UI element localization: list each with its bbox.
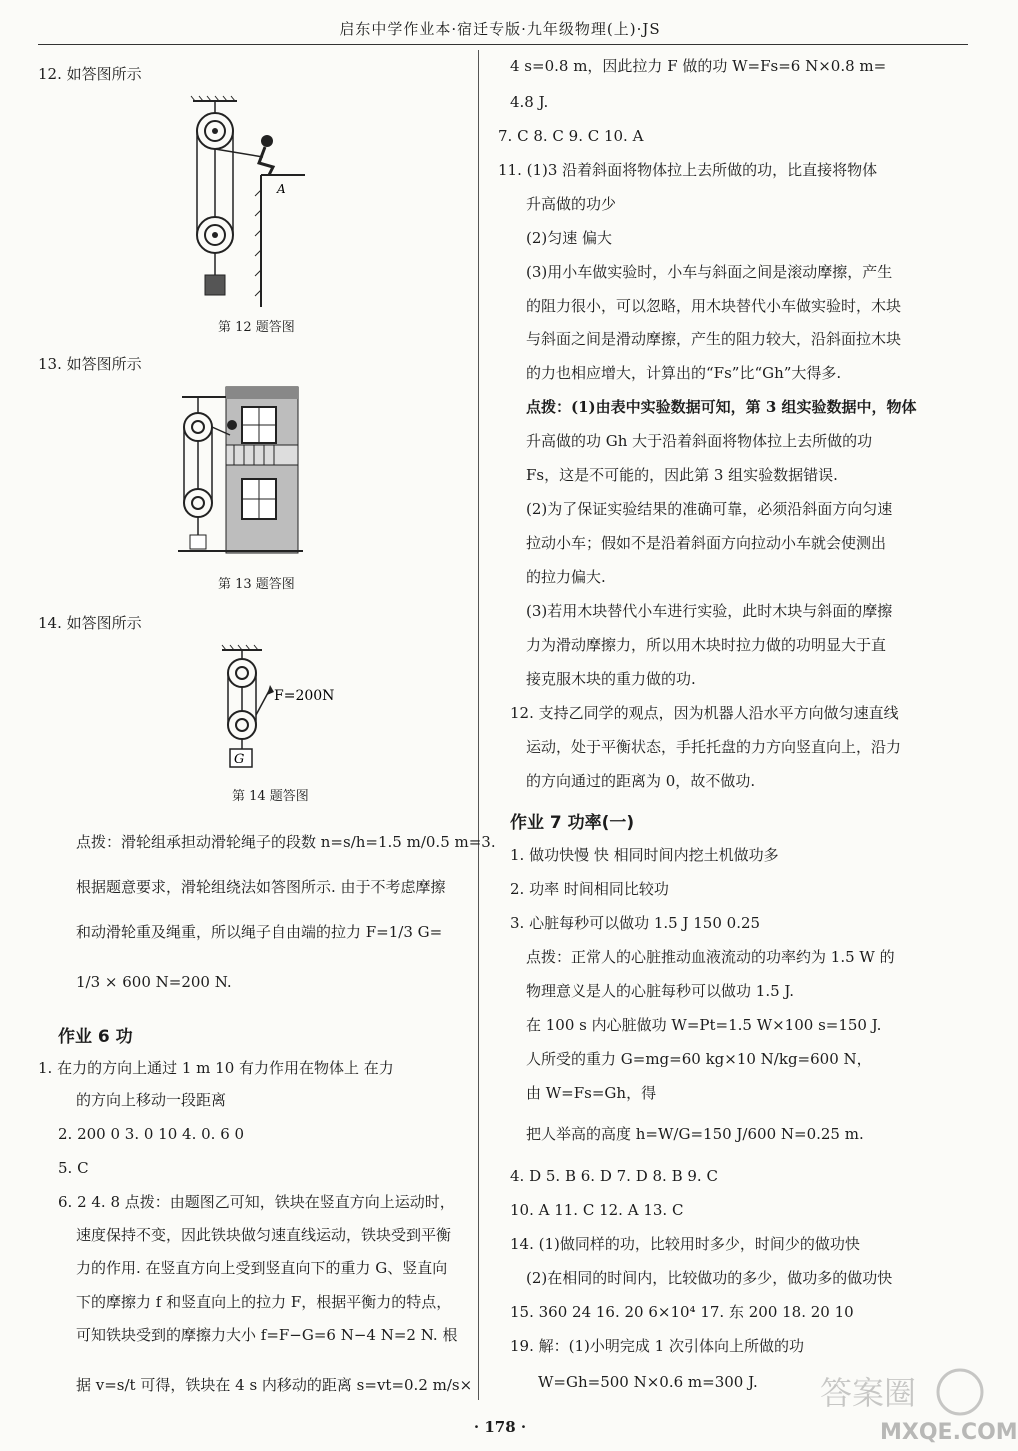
sec6-line: 2. 200 0 3. 0 10 4. 0. 6 0 — [58, 1125, 245, 1143]
sec7-line: 由 W=Fs=Gh，得 — [526, 1084, 657, 1102]
sec6-line: 的方向上移动一段距离 — [76, 1091, 227, 1109]
sec6-line: 下的摩擦力 f 和竖直向上的拉力 F，根据平衡力的特点， — [76, 1293, 452, 1311]
right-line: 4.8 J. — [510, 93, 549, 111]
right-line: 7. C 8. C 9. C 10. A — [498, 127, 644, 145]
right-line: 4 s=0.8 m，因此拉力 F 做的功 W=Fs=6 N×0.8 m= — [510, 57, 887, 75]
sec7-line: 点拨：正常人的心脏推动血液流动的功率约为 1.5 W 的 — [526, 948, 895, 966]
header-divider — [38, 44, 968, 45]
sec6-line: 力的作用. 在竖直方向上受到竖直向下的重力 G、竖直向 — [76, 1259, 448, 1277]
tip-line: 1/3 × 600 N=200 N. — [76, 973, 232, 991]
sec6-line: 1. 在力的方向上通过 1 m 10 有力作用在物体上 在力 — [38, 1059, 394, 1077]
sec7-line: 1. 做功快慢 快 相同时间内挖土机做功多 — [510, 846, 779, 864]
column-divider — [478, 50, 479, 1400]
right-line: (2)为了保证实验结果的准确可靠，必须沿斜面方向匀速 — [526, 500, 893, 518]
sec7-line: 在 100 s 内心脏做功 W=Pt=1.5 W×100 s=150 J. — [526, 1016, 882, 1034]
watermark-text: MXQE.COM — [880, 1420, 1018, 1445]
tip-line: 和动滑轮重及绳重，所以绳子自由端的拉力 F=1/3 G= — [76, 923, 443, 941]
right-line: (3)用小车做实验时，小车与斜面之间是滚动摩擦，产生 — [526, 263, 893, 281]
right-line: 11. (1)3 沿着斜面将物体拉上去所做的功，比直接将物体 — [498, 161, 878, 179]
sec6-line: 6. 2 4. 8 点拨：由题图乙可知，铁块在竖直方向上运动时， — [58, 1193, 455, 1211]
right-tip-line: 点拨：(1)由表中实验数据可知，第 3 组实验数据中，物体 — [526, 398, 917, 416]
q14-weight-label: G — [234, 752, 245, 767]
sec7-line: 15. 360 24 16. 20 6×10⁴ 17. 东 200 18. 20 10 — [510, 1303, 854, 1321]
right-line: 运动，处于平衡状态，手托托盘的力方向竖直向上，沿力 — [526, 738, 902, 756]
section-7-title: 作业 7 功率(一) — [510, 813, 635, 833]
sec7-line: 物理意义是人的心脏每秒可以做功 1.5 J. — [526, 982, 795, 1000]
sec7-line: W=Gh=500 N×0.6 m=300 J. — [538, 1373, 758, 1391]
right-line: 接克服木块的重力做的功. — [526, 670, 696, 688]
right-line: Fs，这是不可能的，因此第 3 组实验数据错误. — [526, 466, 838, 484]
watermark-logo-text: 答案圈 — [820, 1374, 917, 1412]
q12-pulley-figure — [185, 95, 325, 310]
sec6-line: 速度保持不变，因此铁块做匀速直线运动，铁块受到平衡 — [76, 1226, 452, 1244]
sec7-line: 4. D 5. B 6. D 7. D 8. B 9. C — [510, 1167, 718, 1185]
tip-line: 点拨：滑轮组承担动滑轮绳子的段数 n=s/h=1.5 m/0.5 m=3. — [76, 833, 496, 851]
right-line: 拉动小车；假如不是沿着斜面方向拉动小车就会使测出 — [526, 534, 887, 552]
page-header-title: 启东中学作业本·宿迁专版·九年级物理(上)·JS — [339, 20, 661, 38]
q13-caption: 第 13 题答图 — [218, 577, 295, 592]
sec6-line: 5. C — [58, 1159, 89, 1177]
q14-caption: 第 14 题答图 — [232, 789, 309, 804]
right-line: 的拉力偏大. — [526, 568, 606, 586]
q13-building-pulley-figure — [178, 383, 303, 558]
sec7-line: 14. (1)做同样的功，比较用时多少，时间少的做功快 — [510, 1235, 860, 1253]
sec6-line: 可知铁块受到的摩擦力大小 f=F−G=6 N−4 N=2 N. 根 — [76, 1326, 458, 1344]
right-line: 的方向通过的距离为 0，故不做功. — [526, 772, 756, 790]
sec7-line: (2)在相同的时间内，比较做功的多少，做功多的做功快 — [526, 1269, 893, 1287]
right-line: 力为滑动摩擦力，所以用木块时拉力做的功明显大于直 — [526, 636, 887, 654]
q14-pulley-figure — [218, 645, 338, 770]
sec7-line: 2. 功率 时间相同比较功 — [510, 880, 669, 898]
sec7-line: 把人举高的高度 h=W/G=150 J/600 N=0.25 m. — [526, 1125, 864, 1143]
sec7-line: 人所受的重力 G=mg=60 kg×10 N/kg=600 N， — [526, 1050, 872, 1068]
q13-label: 13. 如答图所示 — [38, 355, 142, 373]
q14-label: 14. 如答图所示 — [38, 614, 142, 632]
q14-force-label: F=200N — [274, 688, 335, 704]
tip-line: 根据题意要求，滑轮组绕法如答图所示. 由于不考虑摩擦 — [76, 878, 446, 896]
sec7-line: 10. A 11. C 12. A 13. C — [510, 1201, 684, 1219]
q12-point-a: A — [277, 182, 286, 196]
section-6-title: 作业 6 功 — [58, 1027, 133, 1047]
page-number: · 178 · — [473, 1418, 527, 1436]
sec7-line: 19. 解：(1)小明完成 1 次引体向上所做的功 — [510, 1337, 804, 1355]
right-line: 的力也相应增大，计算出的“Fs”比“Gh”大得多. — [526, 364, 842, 382]
sec6-line: 据 v=s/t 可得，铁块在 4 s 内移动的距离 s=vt=0.2 m/s× — [76, 1376, 473, 1394]
q12-caption: 第 12 题答图 — [218, 320, 295, 335]
right-line: 与斜面之间是滑动摩擦，产生的阻力较大，沿斜面拉木块 — [526, 330, 902, 348]
q12-label: 12. 如答图所示 — [38, 65, 142, 83]
right-line: 升高做的功少 — [526, 195, 617, 213]
right-line: (3)若用木块替代小车进行实验，此时木块与斜面的摩擦 — [526, 602, 893, 620]
right-line: (2)匀速 偏大 — [526, 229, 613, 247]
right-line: 12. 支持乙同学的观点，因为机器人沿水平方向做匀速直线 — [510, 704, 899, 722]
right-line: 的阻力很小，可以忽略，用木块替代小车做实验时，木块 — [526, 297, 902, 315]
sec7-line: 3. 心脏每秒可以做功 1.5 J 150 0.25 — [510, 914, 761, 932]
right-line: 升高做的功 Gh 大于沿着斜面将物体拉上去所做的功 — [526, 432, 873, 450]
